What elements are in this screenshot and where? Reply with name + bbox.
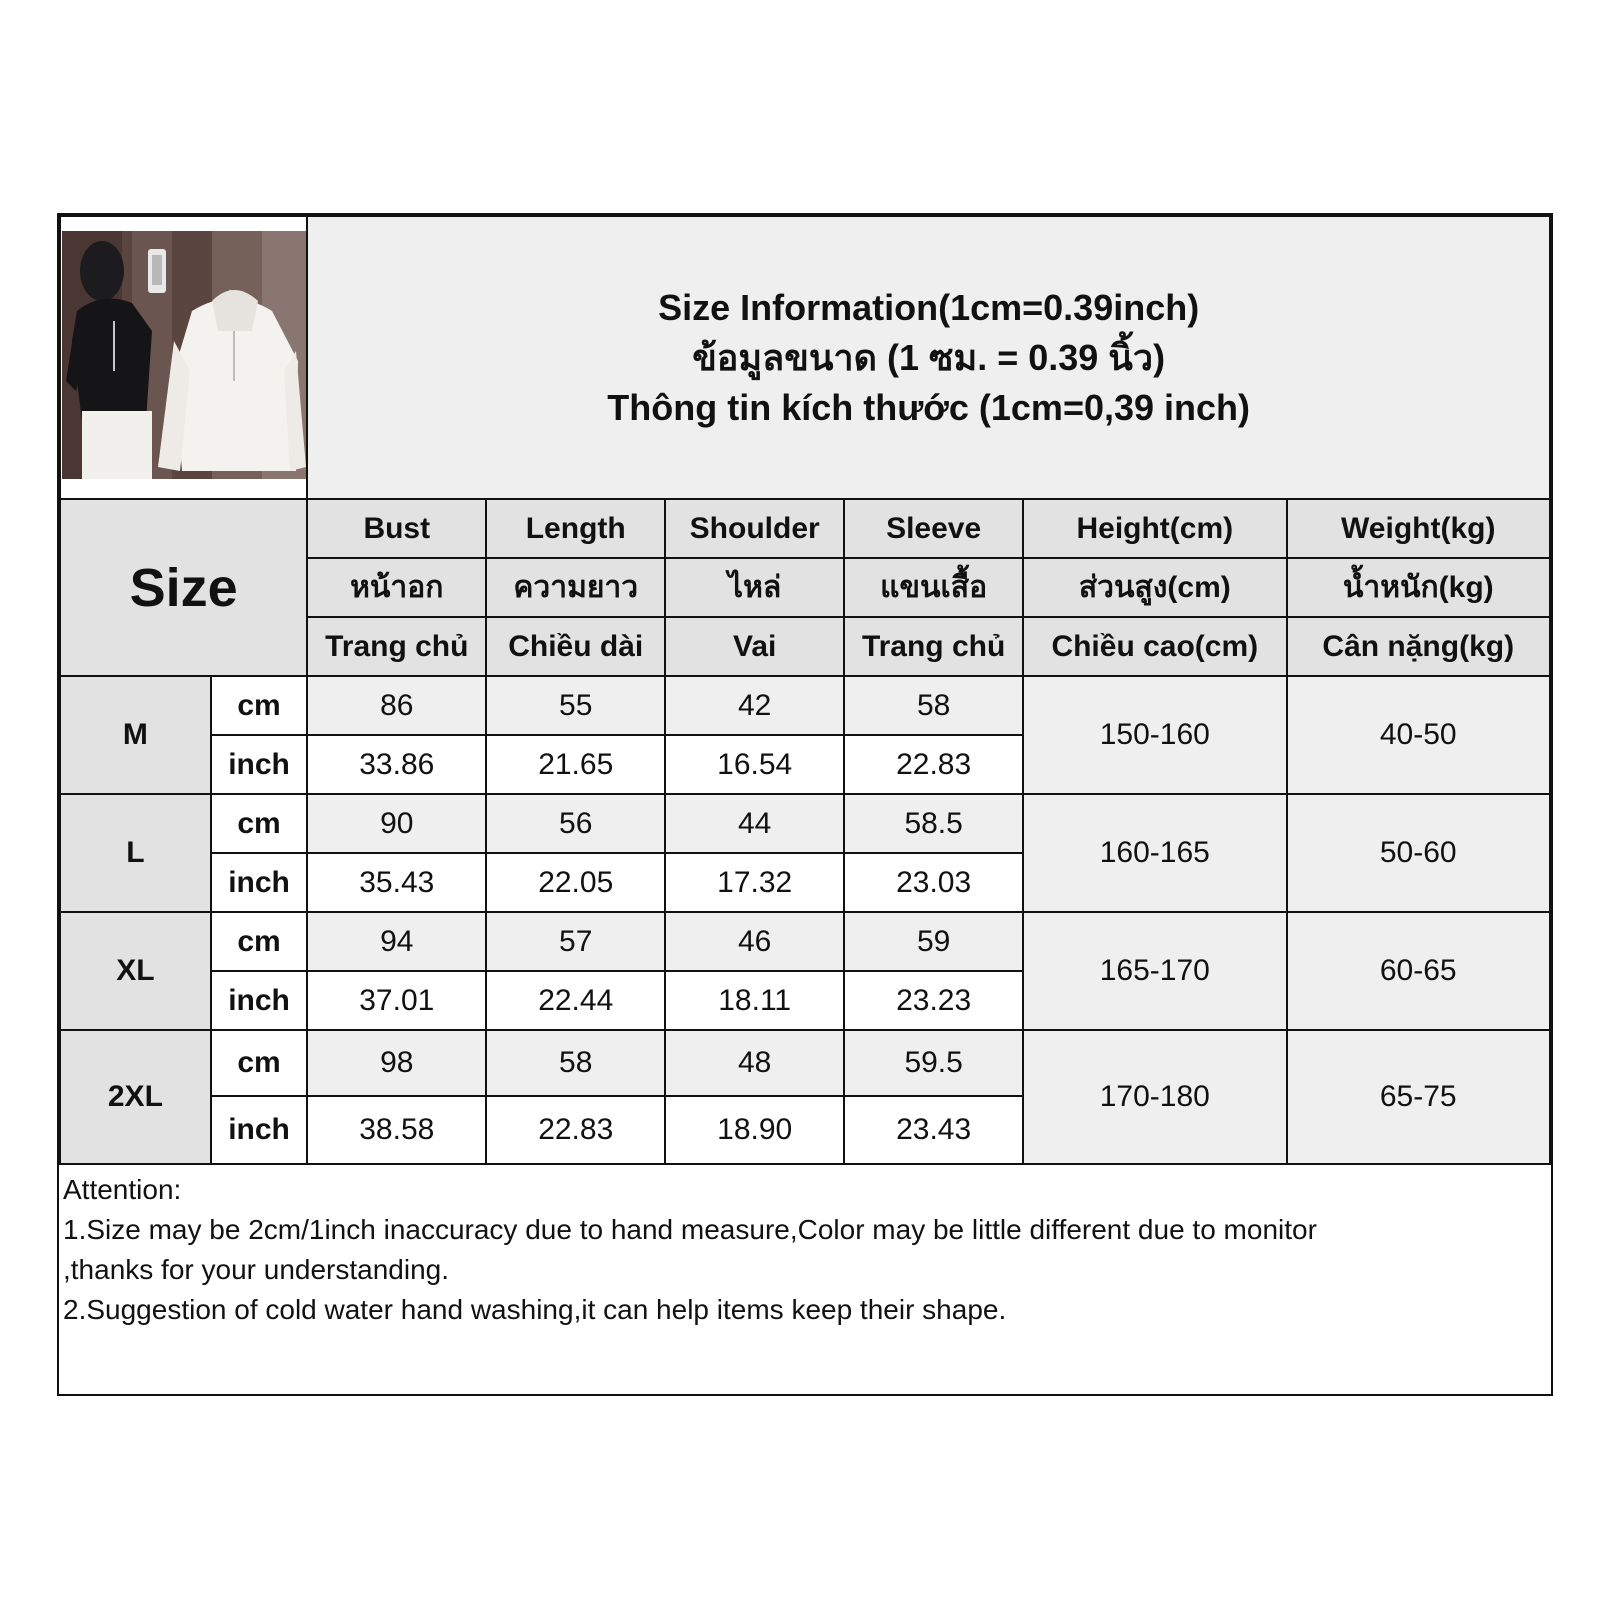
unit-cm: cm: [211, 1030, 308, 1096]
sleeve-inch-2xl: 23.43: [844, 1096, 1023, 1164]
bust-inch-2xl: 38.58: [307, 1096, 486, 1164]
title-line-vi: Thông tin kích thước (1cm=0,39 inch): [607, 386, 1251, 428]
bust-inch-m: 33.86: [307, 735, 486, 794]
title-cell: [307, 216, 1550, 499]
sleeve-inch-m: 22.83: [844, 735, 1023, 794]
header-length-vi: Chiều dài: [486, 617, 665, 676]
title-line-en: Size Information(1cm=0.39inch): [658, 286, 1200, 328]
shoulder-inch-2xl: 18.90: [665, 1096, 844, 1164]
bust-inch-xl: 37.01: [307, 971, 486, 1030]
header-height-en: Height(cm): [1023, 499, 1286, 558]
header-height-th: ส่วนสูง(cm): [1023, 558, 1286, 617]
weight-range-xl: 60-65: [1287, 912, 1551, 1030]
size-header: Size: [60, 499, 307, 676]
header-shoulder-en: Shoulder: [665, 499, 844, 558]
sleeve-cm-2xl: 59.5: [844, 1030, 1023, 1096]
length-inch-2xl: 22.83: [486, 1096, 665, 1164]
length-cm-l: 56: [486, 794, 665, 853]
bust-inch-l: 35.43: [307, 853, 486, 912]
unit-inch: inch: [211, 735, 308, 794]
header-bust-vi: Trang chủ: [307, 617, 486, 676]
length-cm-2xl: 58: [486, 1030, 665, 1096]
bust-cm-l: 90: [307, 794, 486, 853]
sleeve-cm-xl: 59: [844, 912, 1023, 971]
attention-notes: [63, 1170, 1543, 1330]
length-inch-m: 21.65: [486, 735, 665, 794]
header-shoulder-th: ไหล่: [665, 558, 844, 617]
header-sleeve-vi: Trang chủ: [844, 617, 1023, 676]
title-line-th: ข้อมูลขนาด (1 ซม. = 0.39 นิ้ว): [692, 336, 1166, 378]
weight-range-m: 40-50: [1287, 676, 1551, 794]
unit-inch: inch: [211, 1096, 308, 1164]
length-inch-l: 22.05: [486, 853, 665, 912]
shoulder-inch-xl: 18.11: [665, 971, 844, 1030]
sleeve-cm-l: 58.5: [844, 794, 1023, 853]
header-shoulder-vi: Vai: [665, 617, 844, 676]
product-photo-cell: [60, 216, 307, 499]
weight-range-2xl: 65-75: [1287, 1030, 1551, 1164]
attention-line-1: 1.Size may be 2cm/1inch inaccuracy due to hand measure,Color may be little different due to monitor: [63, 1214, 1317, 1245]
attention-line-3: 2.Suggestion of cold water hand washing,it can help items keep their shape.: [63, 1294, 1007, 1325]
weight-range-l: 50-60: [1287, 794, 1551, 912]
shoulder-cm-l: 44: [665, 794, 844, 853]
height-range-2xl: 170-180: [1023, 1030, 1286, 1164]
unit-cm: cm: [211, 912, 308, 971]
shoulder-cm-m: 42: [665, 676, 844, 735]
header-sleeve-en: Sleeve: [844, 499, 1023, 558]
size-table: [59, 215, 1551, 1165]
unit-inch: inch: [211, 853, 308, 912]
attention-line-2: ,thanks for your understanding.: [63, 1254, 450, 1285]
size-chart: [57, 213, 1553, 1396]
header-length-th: ความยาว: [486, 558, 665, 617]
length-inch-xl: 22.44: [486, 971, 665, 1030]
height-range-xl: 165-170: [1023, 912, 1286, 1030]
header-weight-en: Weight(kg): [1287, 499, 1551, 558]
shoulder-cm-2xl: 48: [665, 1030, 844, 1096]
sleeve-cm-m: 58: [844, 676, 1023, 735]
bust-cm-xl: 94: [307, 912, 486, 971]
header-sleeve-th: แขนเสื้อ: [844, 558, 1023, 617]
attention-heading: Attention:: [63, 1174, 182, 1205]
size-label-xl: XL: [60, 912, 211, 1030]
height-range-l: 160-165: [1023, 794, 1286, 912]
length-cm-xl: 57: [486, 912, 665, 971]
header-bust-en: Bust: [307, 499, 486, 558]
unit-inch: inch: [211, 971, 308, 1030]
header-weight-vi: Cân nặng(kg): [1287, 617, 1551, 676]
unit-cm: cm: [211, 794, 308, 853]
header-weight-th: น้ำหนัก(kg): [1287, 558, 1551, 617]
bust-cm-2xl: 98: [307, 1030, 486, 1096]
size-label-m: M: [60, 676, 211, 794]
length-cm-m: 55: [486, 676, 665, 735]
header-height-vi: Chiều cao(cm): [1023, 617, 1286, 676]
header-length-en: Length: [486, 499, 665, 558]
shoulder-cm-xl: 46: [665, 912, 844, 971]
size-label-l: L: [60, 794, 211, 912]
size-label-2xl: 2XL: [60, 1030, 211, 1164]
bust-cm-m: 86: [307, 676, 486, 735]
product-photo: [62, 231, 306, 479]
sleeve-inch-l: 23.03: [844, 853, 1023, 912]
shoulder-inch-m: 16.54: [665, 735, 844, 794]
shoulder-inch-l: 17.32: [665, 853, 844, 912]
sleeve-inch-xl: 23.23: [844, 971, 1023, 1030]
unit-cm: cm: [211, 676, 308, 735]
height-range-m: 150-160: [1023, 676, 1286, 794]
header-bust-th: หน้าอก: [307, 558, 486, 617]
